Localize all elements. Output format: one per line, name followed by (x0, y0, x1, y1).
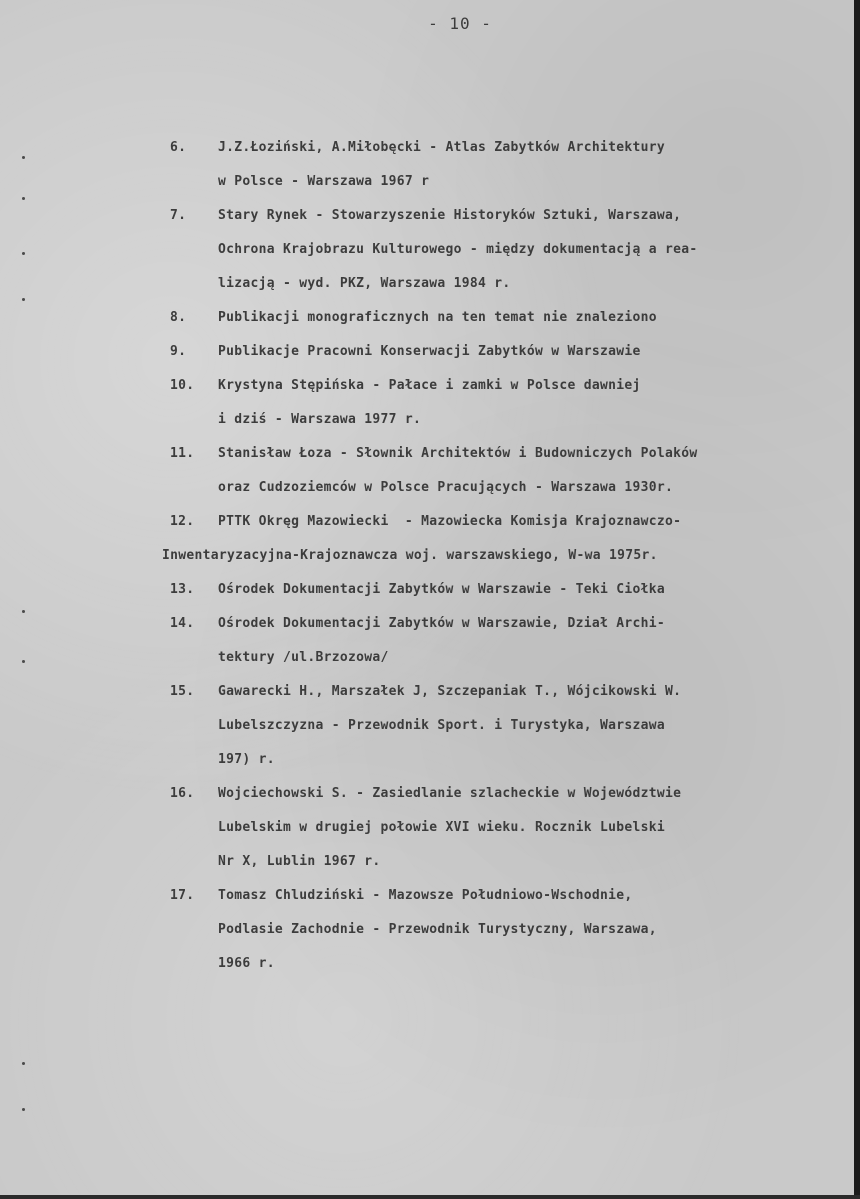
entry-text: 1966 r. (218, 956, 275, 971)
margin-mark (22, 197, 25, 200)
entry-first-line (170, 777, 840, 811)
bibliography-entry (170, 199, 840, 301)
entry-text: w Polsce - Warszawa 1967 r (218, 174, 430, 189)
margin-mark (22, 298, 25, 301)
margin-mark (22, 156, 25, 159)
entry-text: Nr X, Lublin 1967 r. (218, 854, 381, 869)
entry-number: 10. (170, 378, 195, 393)
entry-text: Gawarecki H., Marszałek J, Szczepaniak T., Wójcikowski W. (218, 684, 682, 699)
entry-number: 16. (170, 786, 195, 801)
page-number: - 10 - (428, 14, 492, 33)
entry-text: Stanisław Łoza - Słownik Architektów i Budowniczych Polaków (218, 446, 698, 461)
bibliography-entry (170, 879, 840, 981)
entry-text: Ośrodek Dokumentacji Zabytków w Warszawie - Teki Ciołka (218, 582, 665, 597)
entry-number: 13. (170, 582, 195, 597)
bibliography-entry (170, 335, 840, 369)
margin-mark (22, 610, 25, 613)
entry-number: 15. (170, 684, 195, 699)
entry-text: Publikacji monograficznych na ten temat nie znaleziono (218, 310, 657, 325)
entry-continuation-line (170, 811, 840, 845)
scan-edge-bottom (0, 1195, 860, 1199)
margin-mark (22, 1062, 25, 1065)
entry-text: i dziś - Warszawa 1977 r. (218, 412, 422, 427)
entry-number: 6. (170, 140, 187, 155)
entry-first-line (170, 131, 840, 165)
entry-continuation-line (170, 233, 840, 267)
entry-text: J.Z.Łoziński, A.Miłobęcki - Atlas Zabytków Architektury (218, 140, 665, 155)
entry-first-line (170, 369, 840, 403)
margin-mark (22, 660, 25, 663)
entry-number: 8. (170, 310, 187, 325)
entry-continuation-line (170, 471, 840, 505)
entry-text: Lubelskim w drugiej połowie XVI wieku. Rocznik Lubelski (218, 820, 665, 835)
entry-text: Tomasz Chludziński - Mazowsze Południowo-Wschodnie, (218, 888, 633, 903)
bibliography-entry (170, 675, 840, 777)
entry-number: 12. (170, 514, 195, 529)
entry-continuation-line (170, 165, 840, 199)
entry-text: Stary Rynek - Stowarzyszenie Historyków Sztuki, Warszawa, (218, 208, 682, 223)
entry-text: Inwentaryzacyjna-Krajoznawcza woj. warszawskiego, W-wa 1975r. (162, 548, 658, 563)
entry-text: Podlasie Zachodnie - Przewodnik Turystyczny, Warszawa, (218, 922, 657, 937)
bibliography-list (162, 131, 840, 981)
bibliography-entry (170, 573, 840, 607)
entry-first-line (170, 573, 840, 607)
entry-continuation-line (170, 641, 840, 675)
bibliography-entry (170, 437, 840, 505)
entry-number: 7. (170, 208, 187, 223)
entry-continuation-line (170, 743, 840, 777)
bibliography-entry (170, 301, 840, 335)
entry-first-line (170, 335, 840, 369)
bibliography-entry (170, 369, 840, 437)
entry-number: 14. (170, 616, 195, 631)
margin-mark (22, 252, 25, 255)
entry-first-line (170, 607, 840, 641)
entry-first-line (170, 301, 840, 335)
entry-continuation-line (170, 267, 840, 301)
entry-first-line (170, 505, 840, 539)
scan-edge-right (854, 0, 860, 1199)
entry-continuation-line (170, 947, 840, 981)
entry-text: oraz Cudzoziemców w Polsce Pracujących - Warszawa 1930r. (218, 480, 674, 495)
entry-continuation-line (170, 845, 840, 879)
bibliography-entry (170, 777, 840, 879)
entry-text: Ośrodek Dokumentacji Zabytków w Warszawie, Dział Archi- (218, 616, 665, 631)
entry-number: 17. (170, 888, 195, 903)
entry-text: Wojciechowski S. - Zasiedlanie szlacheckie w Województwie (218, 786, 682, 801)
entry-first-line (170, 199, 840, 233)
entry-continuation-line (170, 709, 840, 743)
entry-text: tektury /ul.Brzozowa/ (218, 650, 389, 665)
entry-text: PTTK Okręg Mazowiecki - Mazowiecka Komisja Krajoznawczo- (218, 514, 682, 529)
bibliography-entry (162, 505, 840, 573)
margin-mark (22, 1108, 25, 1111)
bibliography-entry (170, 607, 840, 675)
entry-text: 197) r. (218, 752, 275, 767)
entry-number: 11. (170, 446, 195, 461)
entry-text: lizacją - wyd. PKZ, Warszawa 1984 r. (218, 276, 511, 291)
entry-text: Krystyna Stępińska - Pałace i zamki w Polsce dawniej (218, 378, 641, 393)
entry-first-line (170, 437, 840, 471)
entry-text: Ochrona Krajobrazu Kulturowego - między dokumentacją a rea- (218, 242, 698, 257)
entry-first-line (170, 879, 840, 913)
entry-continuation-line (170, 403, 840, 437)
entry-text: Lubelszczyzna - Przewodnik Sport. i Turystyka, Warszawa (218, 718, 665, 733)
entry-text: Publikacje Pracowni Konserwacji Zabytków w Warszawie (218, 344, 641, 359)
entry-continuation-line (162, 539, 840, 573)
entry-first-line (170, 675, 840, 709)
bibliography-entry (170, 131, 840, 199)
entry-continuation-line (170, 913, 840, 947)
entry-number: 9. (170, 344, 187, 359)
